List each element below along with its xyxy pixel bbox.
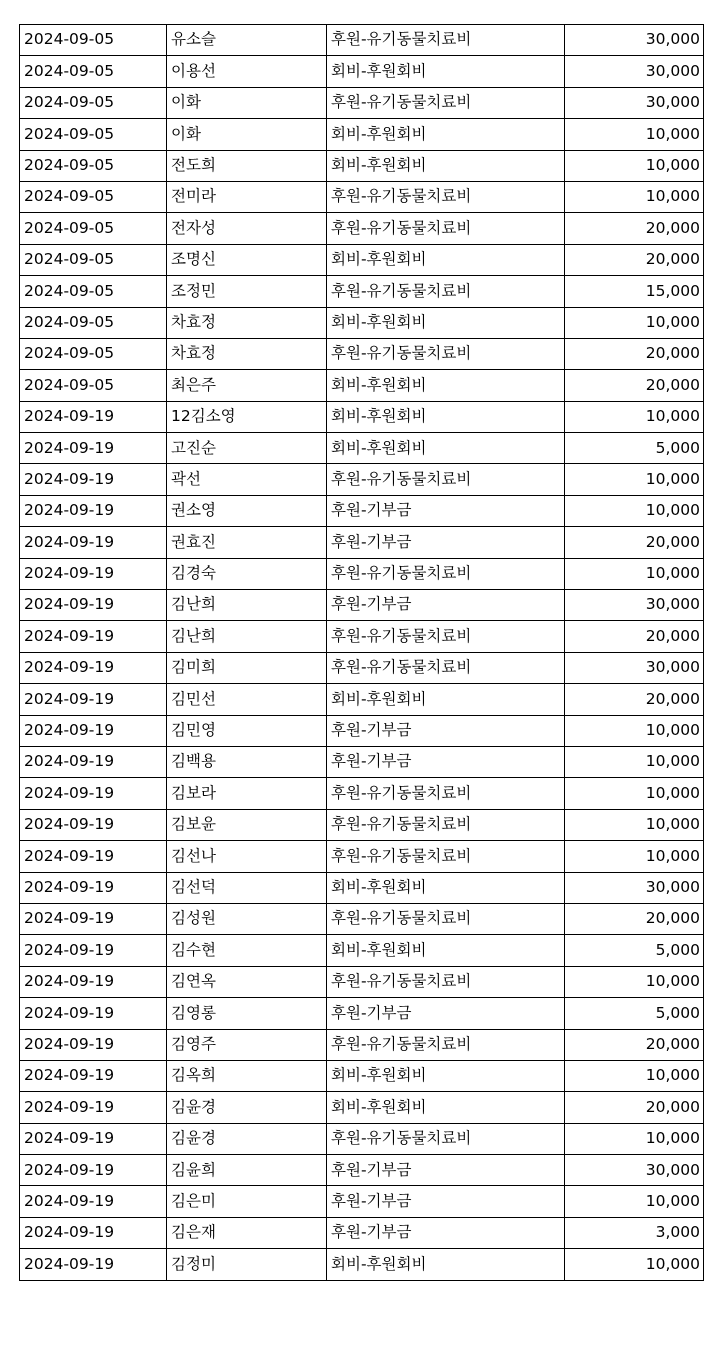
category-cell: 회비-후원회비 xyxy=(327,684,565,715)
amount-cell: 10,000 xyxy=(565,746,704,777)
date-cell: 2024-09-05 xyxy=(20,56,167,87)
donor-name-cell: 김영주 xyxy=(167,1029,327,1060)
date-cell: 2024-09-05 xyxy=(20,119,167,150)
amount-cell: 10,000 xyxy=(565,966,704,997)
date-cell: 2024-09-19 xyxy=(20,1029,167,1060)
amount-cell: 10,000 xyxy=(565,119,704,150)
date-cell: 2024-09-19 xyxy=(20,998,167,1029)
amount-cell: 3,000 xyxy=(565,1217,704,1248)
donor-name-cell: 김난희 xyxy=(167,590,327,621)
table-row xyxy=(20,903,704,934)
table-row xyxy=(20,181,704,212)
date-cell: 2024-09-05 xyxy=(20,25,167,56)
table-row xyxy=(20,1060,704,1091)
table-row xyxy=(20,1092,704,1123)
table-row xyxy=(20,25,704,56)
date-cell: 2024-09-19 xyxy=(20,1092,167,1123)
table-row xyxy=(20,966,704,997)
table-row xyxy=(20,495,704,526)
category-cell: 후원-유기동물치료비 xyxy=(327,87,565,118)
table-row xyxy=(20,244,704,275)
donor-name-cell: 김선덕 xyxy=(167,872,327,903)
category-cell: 회비-후원회비 xyxy=(327,244,565,275)
category-cell: 후원-유기동물치료비 xyxy=(327,621,565,652)
amount-cell: 30,000 xyxy=(565,652,704,683)
date-cell: 2024-09-19 xyxy=(20,809,167,840)
table-row xyxy=(20,1217,704,1248)
amount-cell: 10,000 xyxy=(565,464,704,495)
amount-cell: 20,000 xyxy=(565,213,704,244)
amount-cell: 30,000 xyxy=(565,25,704,56)
table-row xyxy=(20,1249,704,1280)
category-cell: 회비-후원회비 xyxy=(327,401,565,432)
donor-name-cell: 고진순 xyxy=(167,433,327,464)
amount-cell: 30,000 xyxy=(565,872,704,903)
donor-name-cell: 김은미 xyxy=(167,1186,327,1217)
table-row xyxy=(20,778,704,809)
amount-cell: 10,000 xyxy=(565,1060,704,1091)
table-row xyxy=(20,433,704,464)
date-cell: 2024-09-05 xyxy=(20,307,167,338)
table-row xyxy=(20,119,704,150)
date-cell: 2024-09-19 xyxy=(20,966,167,997)
table-row xyxy=(20,715,704,746)
date-cell: 2024-09-19 xyxy=(20,558,167,589)
amount-cell: 30,000 xyxy=(565,56,704,87)
donor-name-cell: 김미희 xyxy=(167,652,327,683)
table-row xyxy=(20,87,704,118)
amount-cell: 30,000 xyxy=(565,1155,704,1186)
donor-name-cell: 최은주 xyxy=(167,370,327,401)
donor-name-cell: 김윤경 xyxy=(167,1123,327,1154)
amount-cell: 10,000 xyxy=(565,150,704,181)
date-cell: 2024-09-19 xyxy=(20,1123,167,1154)
category-cell: 후원-유기동물치료비 xyxy=(327,213,565,244)
table-row xyxy=(20,213,704,244)
category-cell: 회비-후원회비 xyxy=(327,1249,565,1280)
donor-name-cell: 조명신 xyxy=(167,244,327,275)
category-cell: 회비-후원회비 xyxy=(327,370,565,401)
category-cell: 후원-유기동물치료비 xyxy=(327,778,565,809)
donor-name-cell: 조정민 xyxy=(167,276,327,307)
amount-cell: 5,000 xyxy=(565,998,704,1029)
date-cell: 2024-09-19 xyxy=(20,495,167,526)
table-row xyxy=(20,527,704,558)
date-cell: 2024-09-19 xyxy=(20,1186,167,1217)
category-cell: 후원-유기동물치료비 xyxy=(327,25,565,56)
category-cell: 후원-기부금 xyxy=(327,1217,565,1248)
date-cell: 2024-09-19 xyxy=(20,684,167,715)
category-cell: 후원-유기동물치료비 xyxy=(327,464,565,495)
category-cell: 회비-후원회비 xyxy=(327,433,565,464)
table-row xyxy=(20,652,704,683)
table-row xyxy=(20,809,704,840)
amount-cell: 10,000 xyxy=(565,181,704,212)
amount-cell: 10,000 xyxy=(565,809,704,840)
amount-cell: 10,000 xyxy=(565,307,704,338)
category-cell: 후원-유기동물치료비 xyxy=(327,338,565,369)
table-row xyxy=(20,746,704,777)
table-row xyxy=(20,1029,704,1060)
date-cell: 2024-09-19 xyxy=(20,715,167,746)
donor-name-cell: 이용선 xyxy=(167,56,327,87)
table-row xyxy=(20,307,704,338)
ledger-body xyxy=(20,25,704,1281)
amount-cell: 10,000 xyxy=(565,495,704,526)
table-row xyxy=(20,276,704,307)
date-cell: 2024-09-19 xyxy=(20,1249,167,1280)
date-cell: 2024-09-19 xyxy=(20,652,167,683)
category-cell: 후원-기부금 xyxy=(327,495,565,526)
date-cell: 2024-09-05 xyxy=(20,276,167,307)
category-cell: 후원-유기동물치료비 xyxy=(327,841,565,872)
donor-name-cell: 김민선 xyxy=(167,684,327,715)
date-cell: 2024-09-19 xyxy=(20,746,167,777)
table-row xyxy=(20,841,704,872)
date-cell: 2024-09-19 xyxy=(20,527,167,558)
date-cell: 2024-09-19 xyxy=(20,841,167,872)
table-row xyxy=(20,401,704,432)
category-cell: 후원-기부금 xyxy=(327,1186,565,1217)
date-cell: 2024-09-19 xyxy=(20,1217,167,1248)
donor-name-cell: 김성원 xyxy=(167,903,327,934)
donor-name-cell: 차효정 xyxy=(167,307,327,338)
table-row xyxy=(20,464,704,495)
date-cell: 2024-09-19 xyxy=(20,935,167,966)
category-cell: 회비-후원회비 xyxy=(327,150,565,181)
amount-cell: 10,000 xyxy=(565,558,704,589)
table-row xyxy=(20,558,704,589)
category-cell: 후원-기부금 xyxy=(327,998,565,1029)
category-cell: 후원-유기동물치료비 xyxy=(327,652,565,683)
donor-name-cell: 김연옥 xyxy=(167,966,327,997)
amount-cell: 20,000 xyxy=(565,903,704,934)
category-cell: 후원-기부금 xyxy=(327,590,565,621)
donor-name-cell: 이화 xyxy=(167,119,327,150)
donor-name-cell: 김백용 xyxy=(167,746,327,777)
donor-name-cell: 권소영 xyxy=(167,495,327,526)
category-cell: 회비-후원회비 xyxy=(327,1060,565,1091)
category-cell: 후원-유기동물치료비 xyxy=(327,1123,565,1154)
donor-name-cell: 차효정 xyxy=(167,338,327,369)
amount-cell: 20,000 xyxy=(565,370,704,401)
date-cell: 2024-09-05 xyxy=(20,338,167,369)
amount-cell: 15,000 xyxy=(565,276,704,307)
category-cell: 회비-후원회비 xyxy=(327,56,565,87)
date-cell: 2024-09-19 xyxy=(20,872,167,903)
donor-name-cell: 김난희 xyxy=(167,621,327,652)
amount-cell: 30,000 xyxy=(565,590,704,621)
date-cell: 2024-09-19 xyxy=(20,778,167,809)
donor-name-cell: 김옥희 xyxy=(167,1060,327,1091)
category-cell: 후원-유기동물치료비 xyxy=(327,558,565,589)
donor-name-cell: 김영롱 xyxy=(167,998,327,1029)
amount-cell: 20,000 xyxy=(565,621,704,652)
table-row xyxy=(20,370,704,401)
table-row xyxy=(20,1123,704,1154)
date-cell: 2024-09-05 xyxy=(20,213,167,244)
donor-name-cell: 김보윤 xyxy=(167,809,327,840)
category-cell: 회비-후원회비 xyxy=(327,119,565,150)
category-cell: 후원-기부금 xyxy=(327,746,565,777)
amount-cell: 10,000 xyxy=(565,1123,704,1154)
amount-cell: 10,000 xyxy=(565,778,704,809)
category-cell: 회비-후원회비 xyxy=(327,307,565,338)
donor-name-cell: 12김소영 xyxy=(167,401,327,432)
amount-cell: 30,000 xyxy=(565,87,704,118)
table-row xyxy=(20,872,704,903)
table-row xyxy=(20,338,704,369)
donor-name-cell: 김정미 xyxy=(167,1249,327,1280)
category-cell: 후원-유기동물치료비 xyxy=(327,181,565,212)
donor-name-cell: 곽선 xyxy=(167,464,327,495)
amount-cell: 5,000 xyxy=(565,935,704,966)
date-cell: 2024-09-19 xyxy=(20,903,167,934)
category-cell: 후원-기부금 xyxy=(327,527,565,558)
category-cell: 후원-기부금 xyxy=(327,1155,565,1186)
donor-name-cell: 김경숙 xyxy=(167,558,327,589)
date-cell: 2024-09-05 xyxy=(20,244,167,275)
category-cell: 후원-유기동물치료비 xyxy=(327,276,565,307)
amount-cell: 20,000 xyxy=(565,527,704,558)
date-cell: 2024-09-19 xyxy=(20,433,167,464)
category-cell: 후원-유기동물치료비 xyxy=(327,966,565,997)
category-cell: 후원-기부금 xyxy=(327,715,565,746)
table-row xyxy=(20,590,704,621)
date-cell: 2024-09-05 xyxy=(20,87,167,118)
donor-name-cell: 김윤희 xyxy=(167,1155,327,1186)
date-cell: 2024-09-19 xyxy=(20,590,167,621)
amount-cell: 20,000 xyxy=(565,1092,704,1123)
table-row xyxy=(20,56,704,87)
donor-name-cell: 김은재 xyxy=(167,1217,327,1248)
category-cell: 회비-후원회비 xyxy=(327,1092,565,1123)
date-cell: 2024-09-05 xyxy=(20,150,167,181)
amount-cell: 20,000 xyxy=(565,684,704,715)
category-cell: 후원-유기동물치료비 xyxy=(327,1029,565,1060)
donor-name-cell: 권효진 xyxy=(167,527,327,558)
donor-name-cell: 전미라 xyxy=(167,181,327,212)
category-cell: 회비-후원회비 xyxy=(327,935,565,966)
donor-name-cell: 이화 xyxy=(167,87,327,118)
table-row xyxy=(20,150,704,181)
date-cell: 2024-09-05 xyxy=(20,370,167,401)
donor-name-cell: 김윤경 xyxy=(167,1092,327,1123)
date-cell: 2024-09-19 xyxy=(20,464,167,495)
table-row xyxy=(20,621,704,652)
donor-name-cell: 전자성 xyxy=(167,213,327,244)
date-cell: 2024-09-19 xyxy=(20,1060,167,1091)
donor-name-cell: 전도희 xyxy=(167,150,327,181)
category-cell: 후원-유기동물치료비 xyxy=(327,903,565,934)
date-cell: 2024-09-19 xyxy=(20,621,167,652)
amount-cell: 5,000 xyxy=(565,433,704,464)
amount-cell: 20,000 xyxy=(565,244,704,275)
date-cell: 2024-09-05 xyxy=(20,181,167,212)
date-cell: 2024-09-19 xyxy=(20,1155,167,1186)
table-row xyxy=(20,1155,704,1186)
amount-cell: 20,000 xyxy=(565,338,704,369)
table-row xyxy=(20,1186,704,1217)
amount-cell: 10,000 xyxy=(565,841,704,872)
category-cell: 회비-후원회비 xyxy=(327,872,565,903)
donor-name-cell: 김선나 xyxy=(167,841,327,872)
date-cell: 2024-09-19 xyxy=(20,401,167,432)
donor-name-cell: 김보라 xyxy=(167,778,327,809)
donation-ledger-table xyxy=(19,24,704,1281)
donor-name-cell: 유소슬 xyxy=(167,25,327,56)
table-row xyxy=(20,684,704,715)
table-row xyxy=(20,998,704,1029)
table-row xyxy=(20,935,704,966)
amount-cell: 10,000 xyxy=(565,1249,704,1280)
donor-name-cell: 김수현 xyxy=(167,935,327,966)
amount-cell: 20,000 xyxy=(565,1029,704,1060)
category-cell: 후원-유기동물치료비 xyxy=(327,809,565,840)
donor-name-cell: 김민영 xyxy=(167,715,327,746)
amount-cell: 10,000 xyxy=(565,1186,704,1217)
amount-cell: 10,000 xyxy=(565,401,704,432)
amount-cell: 10,000 xyxy=(565,715,704,746)
